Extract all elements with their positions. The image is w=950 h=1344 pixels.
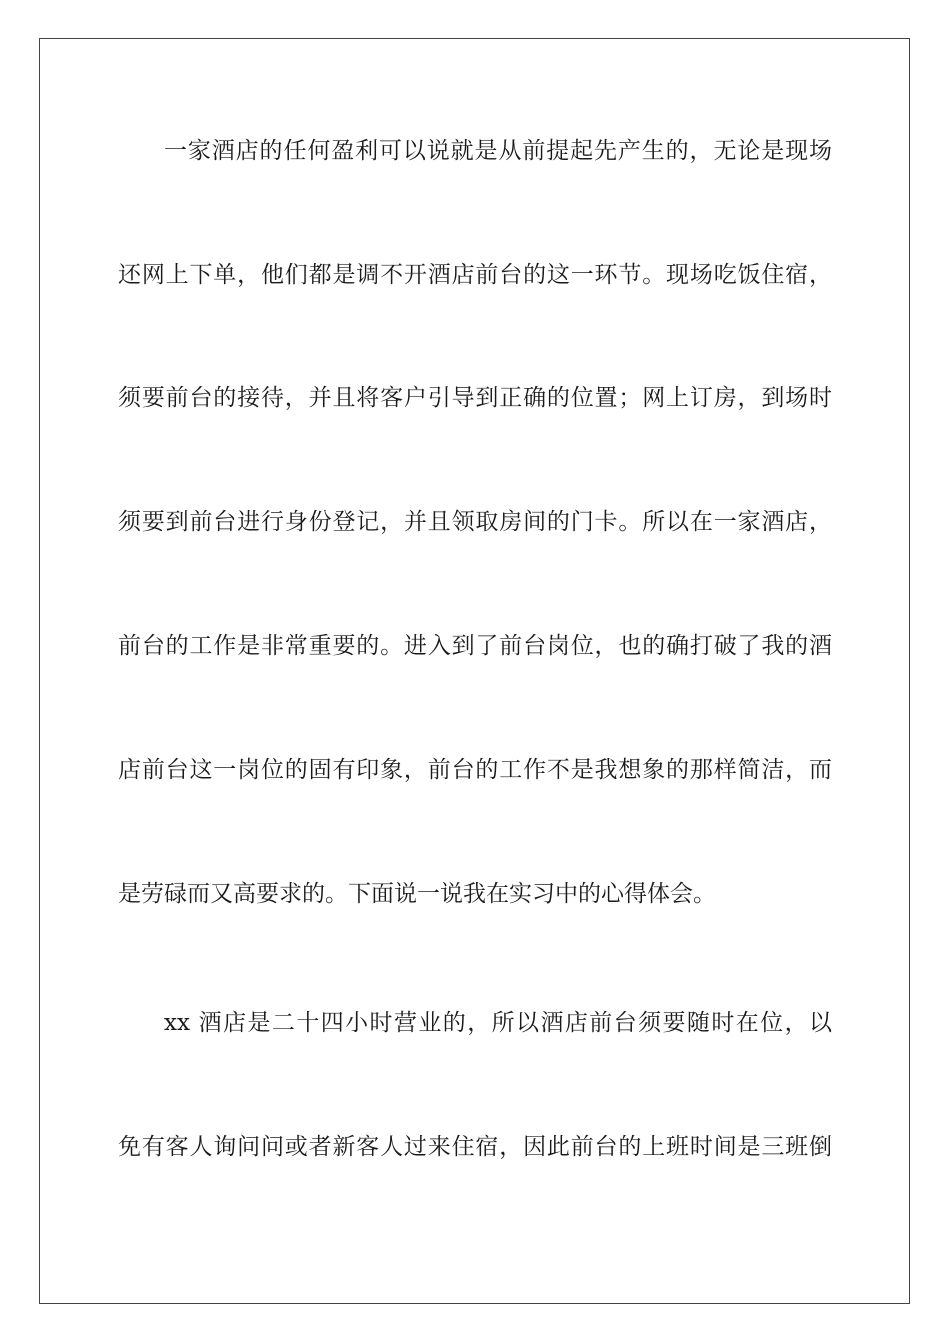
paragraph-1-line-7: 是劳碌而又高要求的。下面说一说我在实习中的心得体会。	[118, 881, 716, 907]
paragraph-2-line-1: xx 酒店是二十四小时营业的，所以酒店前台须要随时在位，以	[164, 1010, 832, 1036]
paragraph-1-line-5: 前台的工作是非常重要的。进入到了前台岗位，也的确打破了我的酒	[118, 633, 832, 659]
page-border	[39, 38, 910, 1304]
paragraph-1-line-6: 店前台这一岗位的固有印象，前台的工作不是我想象的那样简洁，而	[118, 757, 832, 783]
paragraph-1-line-1: 一家酒店的任何盈利可以说就是从前提起先产生的，无论是现场	[164, 138, 832, 164]
paragraph-1-line-2: 还网上下单，他们都是调不开酒店前台的这一环节。现场吃饭住宿，	[118, 262, 832, 288]
paragraph-1-line-4: 须要到前台进行身份登记，并且领取房间的门卡。所以在一家酒店，	[118, 509, 832, 535]
paragraph-2-line-2: 免有客人询问问或者新客人过来住宿，因此前台的上班时间是三班倒	[118, 1134, 832, 1160]
paragraph-1-line-3: 须要前台的接待，并且将客户引导到正确的位置；网上订房，到场时	[118, 385, 832, 411]
